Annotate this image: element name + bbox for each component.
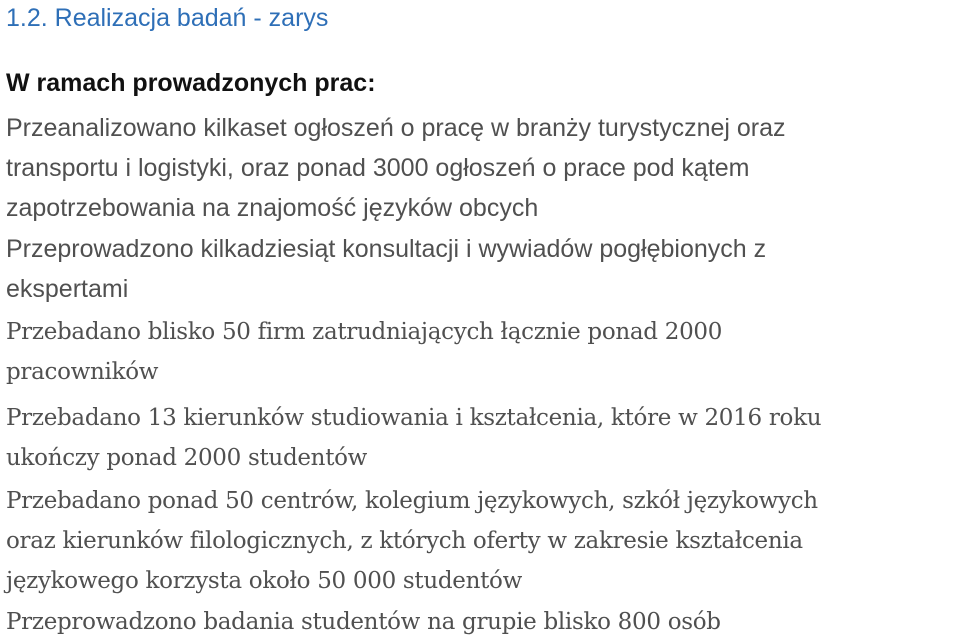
paragraph-job-ads bbox=[6, 108, 786, 228]
paragraph-line: Przebadano ponad 50 centrów, kolegium językowych, szkół językowych bbox=[6, 488, 818, 514]
paragraph-language-centers bbox=[6, 481, 818, 601]
paragraph-consultations bbox=[6, 229, 766, 309]
paragraph-line: transportu i logistyki, oraz ponad 3000 ogłoszeń o prace pod kątem bbox=[6, 154, 750, 182]
slide-title: 1.2. Realizacja badań - zarys bbox=[6, 4, 329, 32]
paragraph-line: pracowników bbox=[6, 359, 159, 385]
paragraph-line: ukończy ponad 2000 studentów bbox=[6, 445, 368, 471]
paragraph-student-survey bbox=[6, 602, 721, 642]
paragraph-line: ekspertami bbox=[6, 275, 129, 303]
paragraph-line: językowego korzysta około 50 000 studentów bbox=[6, 568, 522, 594]
slide-subtitle: W ramach prowadzonych prac: bbox=[6, 69, 376, 97]
paragraph-line: Przeprowadzono badania studentów na grupie blisko 800 osób bbox=[6, 609, 721, 635]
paragraph-line: oraz kierunków filologicznych, z których oferty w zakresie kształcenia bbox=[6, 528, 803, 554]
paragraph-line: Przeprowadzono kilkadziesiąt konsultacji i wywiadów pogłębionych z bbox=[6, 235, 767, 263]
paragraph-line: Przeanalizowano kilkaset ogłoszeń o pracę w branży turystycznej oraz bbox=[6, 114, 786, 142]
paragraph-line: zapotrzebowania na znajomość języków obcych bbox=[6, 194, 539, 222]
paragraph-line: Przebadano 13 kierunków studiowania i kształcenia, które w 2016 roku bbox=[6, 405, 822, 431]
paragraph-companies bbox=[6, 312, 722, 392]
paragraph-line: Przebadano blisko 50 firm zatrudniających łącznie ponad 2000 bbox=[6, 319, 723, 345]
paragraph-study-fields bbox=[6, 398, 821, 478]
